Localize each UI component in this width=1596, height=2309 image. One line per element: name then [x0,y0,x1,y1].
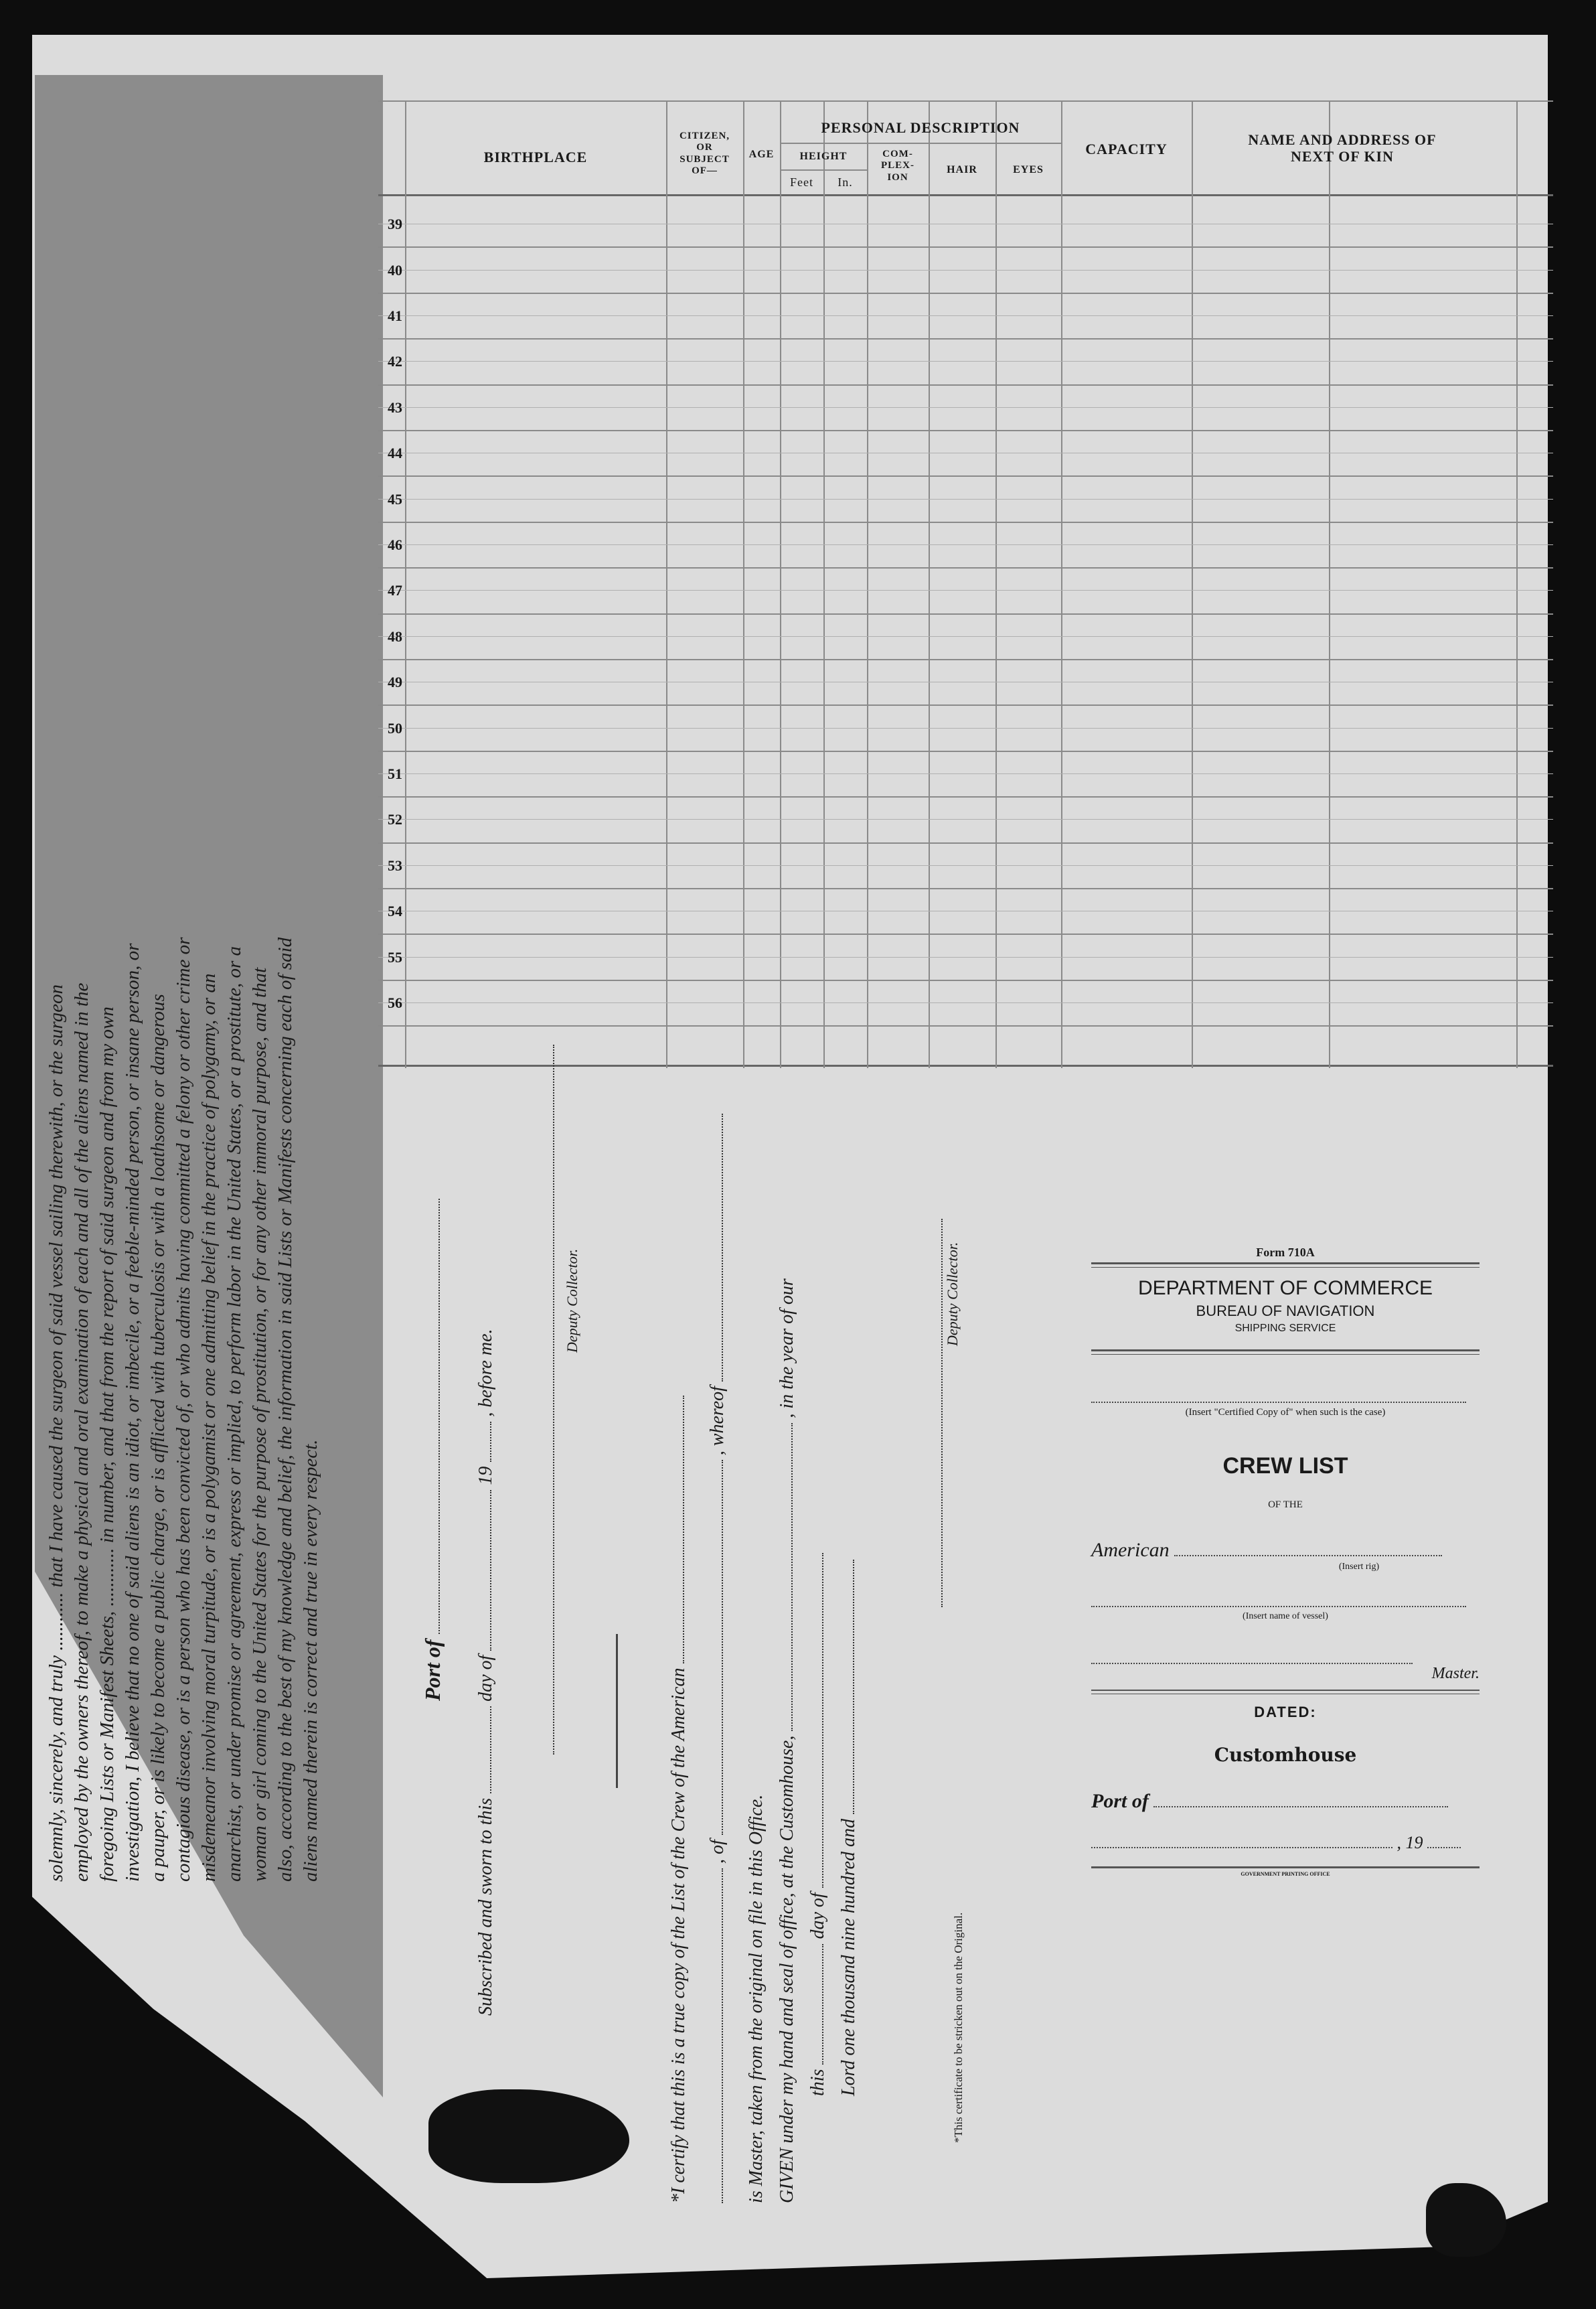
oath-line: anarchist, or under promise or agreement, express or implied, to perform labor in the United States, or a prostitute, or a [224,946,245,1882]
row-divider [378,522,1553,523]
header-personal-description: PERSONAL DESCRIPTION [821,119,1020,136]
deputy-signature-field-2[interactable] [941,1219,943,1607]
insert-vessel: (Insert name of vessel) [1243,1611,1328,1621]
oath-line: woman or girl coming to the United States for the purpose of prostitution, or for any other immoral purpose, and that [249,967,270,1882]
row-subdivider [378,544,1553,545]
row-number: 54 [388,903,402,920]
master-name-input[interactable] [1091,1663,1413,1664]
row-subdivider [378,728,1553,729]
day-of-label: day of [475,1655,496,1702]
master-label: Master. [1431,1665,1480,1682]
oath-text [47,938,327,1882]
header-inches: In. [837,175,853,189]
row-subdivider [378,499,1553,500]
row-number: 56 [388,994,402,1011]
row-divider [378,704,1553,706]
row-number: 40 [388,261,402,279]
master-field[interactable] [722,1114,723,1382]
header-height: HEIGHT [799,151,848,162]
deputy-signature-field[interactable] [553,1045,554,1755]
row-divider [378,842,1553,844]
cert-year-field[interactable] [853,1560,854,1814]
oath-line: contagious disease, or is a person who has been convicted of, or who admits having committed a felony or other crime or [173,937,194,1882]
row-subdivider [378,315,1553,316]
deputy-label-1: Deputy Collector. [564,1248,580,1353]
row-subdivider [378,590,1553,591]
row-divider [378,796,1553,798]
row-number: 39 [388,216,402,233]
row-number: 55 [388,948,402,966]
crew-table [378,100,1553,1068]
row-subdivider [378,957,1553,958]
row-subdivider [378,270,1553,271]
date-field[interactable] [1091,1847,1392,1848]
row-subdivider [378,773,1553,774]
certificate-block [669,1114,858,2203]
header-hair: HAIR [947,164,977,175]
row-divider [378,659,1553,660]
port-of-label: Port of [1091,1790,1149,1812]
header-feet: Feet [790,175,813,189]
cert-day-field[interactable] [822,1944,823,2065]
oath-line: also, according to the best of my knowledge and belief, the information in said Lists or Manifests concerning each of said [274,937,296,1882]
row-number: 52 [388,811,402,828]
row-divider [378,475,1553,477]
cert-line3: is Master, taken from the original on file in this Office. [746,1794,767,2203]
dated-label: DATED: [1254,1704,1317,1720]
row-divider [378,1025,1553,1027]
row-divider [378,980,1553,981]
cert-line4: GIVEN under my hand and seal of office, at the Customhouse, [777,1735,797,2203]
row-number: 46 [388,536,402,553]
customhouse-field[interactable] [791,1423,793,1731]
subscribed-label: Subscribed and sworn to this [475,1797,496,2016]
deputy-label-2: Deputy Collector. [944,1242,961,1346]
cert-whereof: , whereof [707,1386,728,1456]
row-number: 47 [388,582,402,599]
header-eyes: EYES [1013,164,1044,175]
row-subdivider [378,819,1553,820]
american-label: American [1091,1539,1170,1561]
oath-line: foregoing Lists or Manifest Sheets, ............ in number, and that from the report of said surgeon and from my own [96,1007,118,1882]
row-divider [378,751,1553,752]
row-subdivider [378,865,1553,866]
header-next-of-kin: NAME AND ADDRESS OF NEXT OF KIN [1248,131,1437,165]
row-divider [378,613,1553,615]
divider [616,1634,618,1788]
header-capacity: CAPACITY [1085,141,1168,157]
row-divider [378,567,1553,569]
row-number: 41 [388,307,402,324]
row-number: 42 [388,353,402,370]
cert-line6: Lord one thousand nine hundred and [838,1818,859,2096]
oath-line: solemnly, sincerely, and truly ............ that I have caused the surgeon of said vessel sailing therewith, or the surgeon [46,984,67,1882]
cert-month-field[interactable] [822,1553,823,1888]
oath-line: employed by the owners thereof, to make a physical and oral examination of each and all of the aliens named in the [71,982,92,1882]
row-subdivider [378,361,1553,362]
row-number: 53 [388,856,402,874]
cert-line1: *I certify that this is a true copy of the List of the Crew of the American [668,1667,689,2203]
header-age: AGE [748,149,775,160]
department: DEPARTMENT OF COMMERCE [1137,1277,1433,1299]
crew-list-form [1091,1246,1480,1877]
row-divider [378,430,1553,431]
oath-line: aliens named therein is correct and true in every respect. [300,1439,321,1882]
printer-note: GOVERNMENT PRINTING OFFICE [1241,1871,1330,1877]
row-number: 45 [388,490,402,508]
row-number: 43 [388,398,402,416]
form-number: Form 710A [1256,1246,1315,1259]
row-divider [378,888,1553,889]
service: SHIPPING SERVICE [1234,1323,1336,1334]
rig-field[interactable] [1174,1555,1442,1556]
row-number: 49 [388,674,402,691]
row-divider [378,384,1553,386]
header-birthplace: BIRTHPLACE [483,149,588,165]
header-citizen: CITIZEN, OR SUBJECT OF— [679,131,730,176]
vessel-name-field[interactable] [722,1868,723,2203]
row-subdivider [378,407,1553,408]
row-number: 44 [388,445,402,462]
customhouse-label: Customhouse [1214,1744,1357,1766]
before-me: , before me. [475,1329,496,1417]
cert-day-of: day of [807,1892,828,1939]
certificate-footnote: *This certificate to be stricken out on the Original. [952,1912,965,2143]
oath-line: a pauper, or is likely to become a public charge, or is afflicted with tuberculosis or with a loathsome or dangerous [147,994,169,1882]
vessel-field[interactable] [683,1396,684,1663]
vessel-name-input[interactable] [1091,1606,1466,1607]
row-divider [378,246,1553,248]
month-field[interactable] [490,1490,491,1651]
row-number: 51 [388,765,402,782]
year-suffix-field[interactable] [1427,1847,1461,1848]
port-of-field[interactable] [1153,1806,1448,1807]
port-label: Port of [420,1639,445,1701]
certified-copy-field[interactable] [1091,1402,1466,1403]
bureau: BUREAU OF NAVIGATION [1196,1302,1375,1319]
row-divider [378,338,1553,340]
row-divider [378,934,1553,935]
oath-line: investigation, I believe that no one of said aliens is an idiot, or imbecile, or a feeble-minded person, or insane person, or [122,943,143,1882]
day-field[interactable] [490,1706,491,1793]
year-label: , 19 [1396,1833,1423,1852]
port-field[interactable] [438,1199,440,1634]
subscribed-block [422,1199,495,2016]
row-number: 48 [388,627,402,645]
row-subdivider [378,636,1553,637]
deputy-sign-1 [546,1045,558,1755]
cert-of: , of [707,1840,728,1864]
row-divider [378,293,1553,294]
row-number: 50 [388,719,402,737]
year-prefix: 19 [475,1466,496,1485]
oath-line: misdemeanor involving moral turpitude, or is a polygamist or one admitting belief in the practice of polygamy, or an [198,973,220,1882]
home-port-field[interactable] [722,1460,723,1835]
of-the: OF THE [1268,1499,1303,1510]
row-subdivider [378,1002,1553,1003]
header-complexion: COM- PLEX- ION [881,149,914,183]
cert-this: this [807,2069,828,2096]
cert-line4-end: , in the year of our [777,1278,797,1418]
form-title: CREW LIST [1222,1453,1348,1479]
insert-rig: (Insert rig) [1338,1562,1380,1572]
certified-note: (Insert "Certified Copy of" when such is the case) [1185,1407,1386,1418]
year-field[interactable] [490,1422,491,1462]
